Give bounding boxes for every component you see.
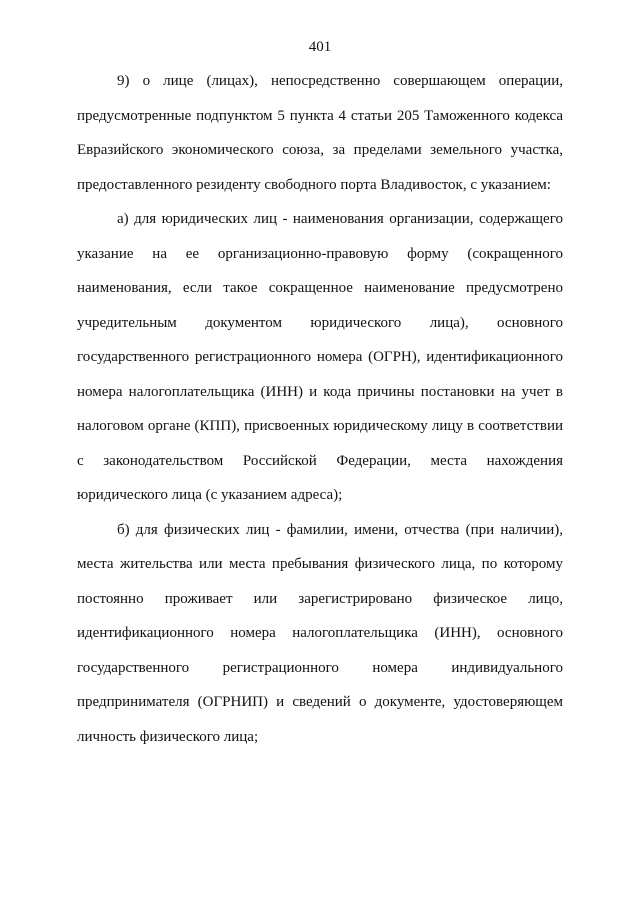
text-line: личность физического лица;	[77, 728, 259, 745]
text-line: наименования, если такое сокращенное наименование предусмотрено	[77, 280, 563, 296]
text-line: постоянно проживает или зарегистрировано физическое лицо,	[77, 590, 563, 607]
text-line: идентификационного номера налогоплательщика (ИНН), основного	[77, 625, 563, 641]
text-line: места жительства или места пребывания физического лица, по которому	[77, 556, 563, 572]
text-line: номера налогоплательщика (ИНН) и кода причины постановки на учет в	[77, 383, 563, 400]
text-line: указание на ее организационно-правовую форму (сокращенного	[77, 245, 563, 262]
text-line: а) для юридических лиц - наименования организации, содержащего	[117, 211, 563, 227]
text-line: Евразийского экономического союза, за пределами земельного участка,	[77, 142, 563, 158]
paragraph-item-9	[77, 64, 563, 202]
subparagraph-a-legal-entities	[77, 202, 563, 513]
text-line: учредительным документом юридического лица), основного	[77, 314, 563, 331]
text-line: налоговом органе (КПП), присвоенных юридическому лицу в соответствии	[77, 418, 563, 434]
text-line: предусмотренные подпунктом 5 пункта 4 статьи 205 Таможенного кодекса	[77, 107, 563, 124]
text-line: государственного регистрационного номера (ОГРН), идентификационного	[77, 349, 563, 365]
document-body	[77, 64, 563, 754]
subparagraph-b-individuals	[77, 513, 563, 755]
text-line: государственного регистрационного номера индивидуального	[77, 659, 563, 676]
text-line: предоставленного резиденту свободного порта Владивосток, с указанием:	[77, 176, 551, 193]
text-line: юридического лица (с указанием адреса);	[77, 487, 343, 503]
text-line: с законодательством Российской Федерации, места нахождения	[77, 452, 563, 469]
text-line: предпринимателя (ОГРНИП) и сведений о документе, удостоверяющем	[77, 694, 563, 710]
text-line: 9) о лице (лицах), непосредственно совершающем операции,	[117, 73, 563, 89]
page-number: 401	[308, 39, 332, 55]
text-line: б) для физических лиц - фамилии, имени, отчества (при наличии),	[117, 521, 563, 538]
